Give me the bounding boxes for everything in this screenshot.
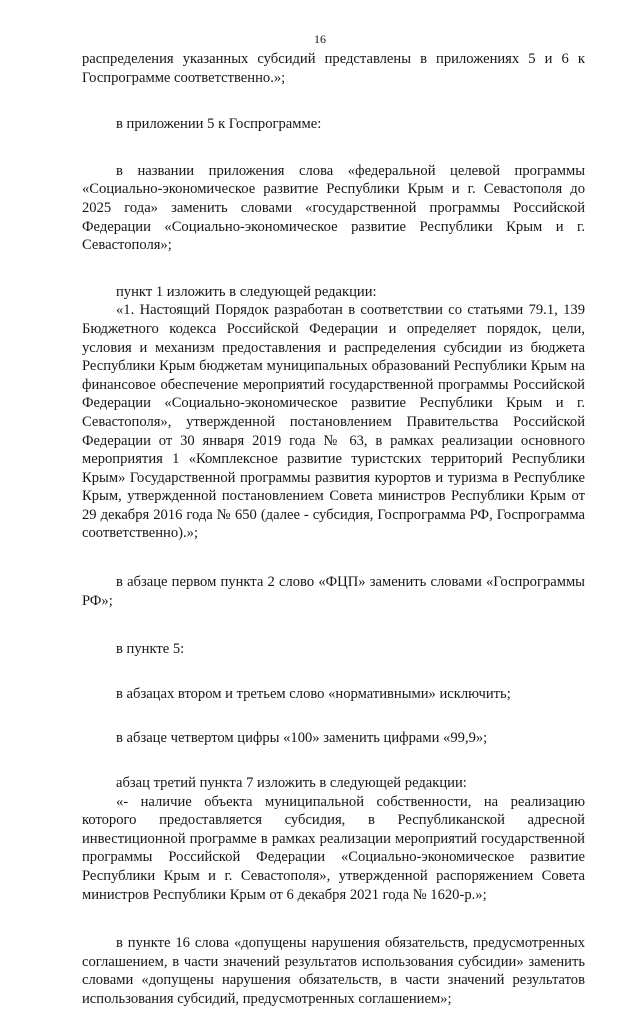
paragraph-10: абзац третий пункта 7 изложить в следующей редакции: [116,775,467,792]
paragraph-9: в абзаце четвертом цифры «100» заменить цифрами «99,9»; [116,730,488,747]
paragraph-11: «- наличие объекта муниципальной собственности, на реализацию которого предоставляется субсидия, в Республиканской адресной инвестиционной программе в рамках реализации мероприятий государственной программы Российской Федерации «Социально-экономическое развитие Республики Крым и г. Севастополя», утвержденной распоряжением Совета министров Республики Крым от 6 декабря 2021 года № 1620-р.»; [82,793,585,903]
paragraph-4: пункт 1 изложить в следующей редакции: [116,283,377,300]
paragraph-5: «1. Настоящий Порядок разработан в соответствии со статьями 79.1, 139 Бюджетного кодекса Российской Федерации и определяет порядок, цели, условия и механизм предоставления и распределения субсидии из бюджета Республики Крым бюджетам муниципальных образований Республики Крым на финансовое обеспечение мероприятий государственной программы Российской Федерации «Социально-экономическое развитие Республики Крым и г. Севастополя», утвержденной постановлением Правительства Российской Федерации от 30 января 2019 года № 63, в рамках реализации основного мероприятия 1 «Комплексное развитие туристских территорий Республики Крым» Государственной программы развития курортов и туризма в Республике Крым, утвержденной постановлением Совета министров Республики Крым от 29 декабря 2016 года № 650 (далее - субсидия, Госпрограмма РФ, Госпрограмма соответственно).»; [82,302,585,542]
paragraph-3: в названии приложения слова «федеральной целевой программы «Социально-экономическое развитие Республики Крым и г. Севастополя до 2025 года» заменить словами «государственной программы Российской Федерации «Социально-экономическое развитие Республики Крым и г. Севастополя»; [82,162,585,254]
paragraph-1: распределения указанных субсидий представлены в приложениях 5 и 6 к Госпрограмме соответственно.»; [82,51,585,86]
page-number: 16 [314,32,326,46]
paragraph-8: в абзацах втором и третьем слово «нормативными» исключить; [116,685,511,702]
paragraph-12: в пункте 16 слова «допущены нарушения обязательств, предусмотренных соглашением, в части значений результатов использования субсидии» заменить словами «допущены нарушения обязательств, в части значений результатов использования субсидий, предусмотренных соглашением»; [82,935,585,1007]
paragraph-2: в приложении 5 к Госпрограмме: [116,116,322,133]
paragraph-7: в пункте 5: [116,641,185,658]
paragraph-6: в абзаце первом пункта 2 слово «ФЦП» заменить словами «Госпрограммы РФ»; [82,574,585,609]
document-body [82,50,585,1009]
